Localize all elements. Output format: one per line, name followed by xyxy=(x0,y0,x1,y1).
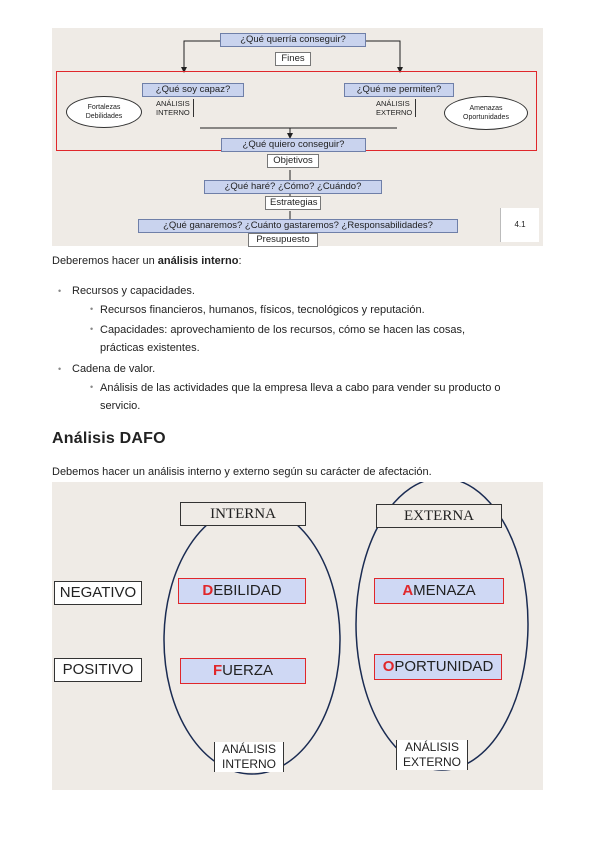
sub-bullet: • xyxy=(90,382,94,392)
list-item: • Recursos y capacidades. xyxy=(60,283,195,299)
presupuesto-label: Presupuesto xyxy=(248,233,318,247)
right-question: ¿Qué me permiten? xyxy=(344,83,454,97)
sub-bullet: • xyxy=(90,304,94,314)
top-question: ¿Qué querría conseguir? xyxy=(220,33,366,47)
oportunidad-cell: OPORTUNIDAD xyxy=(374,654,502,680)
list-subitem: Capacidades: aprovechamiento de los recursos, cómo se hacen las cosas, xyxy=(100,324,466,336)
section-paragraph: Debemos hacer un análisis interno y externo según su carácter de afectación. xyxy=(52,466,432,478)
left-question: ¿Qué soy capaz? xyxy=(142,83,244,97)
planning-diagram xyxy=(52,28,543,246)
fortalezas-debilidades-ellipse xyxy=(66,96,142,128)
dafo-ellipses xyxy=(52,482,543,790)
externa-header: EXTERNA xyxy=(376,504,502,528)
amenazas-oportunidades-ellipse xyxy=(444,96,528,130)
analisis-externo-label: ANÁLISIS EXTERNO xyxy=(396,740,468,770)
analisis-interno-label: ANÁLISIS INTERNO xyxy=(156,99,194,117)
intro-suffix: : xyxy=(238,255,242,267)
fortalezas-label: Fortalezas xyxy=(87,104,121,111)
section-heading: Análisis DAFO xyxy=(52,430,166,447)
objetivos-label: Objetivos xyxy=(267,154,319,168)
oportunidades-label: Oportunidades xyxy=(463,114,509,121)
fines-label: Fines xyxy=(275,52,311,66)
list-subitem: Recursos financieros, humanos, físicos, tecnológicos y reputación. xyxy=(100,304,425,316)
figure-number: 4.1 xyxy=(500,208,539,242)
negativo-label: NEGATIVO xyxy=(54,581,142,605)
debilidades-label: Debilidades xyxy=(85,113,123,120)
sub-bullet: • xyxy=(90,324,94,334)
analisis-interno-label: ANÁLISIS INTERNO xyxy=(214,742,284,772)
how-question: ¿Qué haré? ¿Cómo? ¿Cuándo? xyxy=(204,180,382,194)
positivo-label: POSITIVO xyxy=(54,658,142,682)
intro-paragraph xyxy=(52,253,242,269)
list-subitem-continuation: servicio. xyxy=(100,400,141,412)
list-item: • Cadena de valor. xyxy=(60,361,155,377)
amenazas-label: Amenazas xyxy=(469,105,503,112)
fuerza-cell: FUERZA xyxy=(180,658,306,684)
list-subitem-continuation: prácticas existentes. xyxy=(100,342,200,354)
debilidad-cell: DEBILIDAD xyxy=(178,578,306,604)
estrategias-label: Estrategias xyxy=(265,196,321,210)
gain-question: ¿Qué ganaremos? ¿Cuánto gastaremos? ¿Responsabilidades? xyxy=(138,219,458,233)
amenaza-cell: AMENAZA xyxy=(374,578,504,604)
mid-question: ¿Qué quiero conseguir? xyxy=(221,138,366,152)
analisis-externo-label: ANÁLISIS EXTERNO xyxy=(376,99,416,117)
interna-header: INTERNA xyxy=(180,502,306,526)
dafo-diagram xyxy=(52,482,543,790)
intro-prefix: Deberemos hacer un xyxy=(52,255,158,267)
intro-bold: análisis interno xyxy=(157,255,239,267)
list-subitem: Análisis de las actividades que la empresa lleva a cabo para vender su producto o xyxy=(100,382,501,394)
